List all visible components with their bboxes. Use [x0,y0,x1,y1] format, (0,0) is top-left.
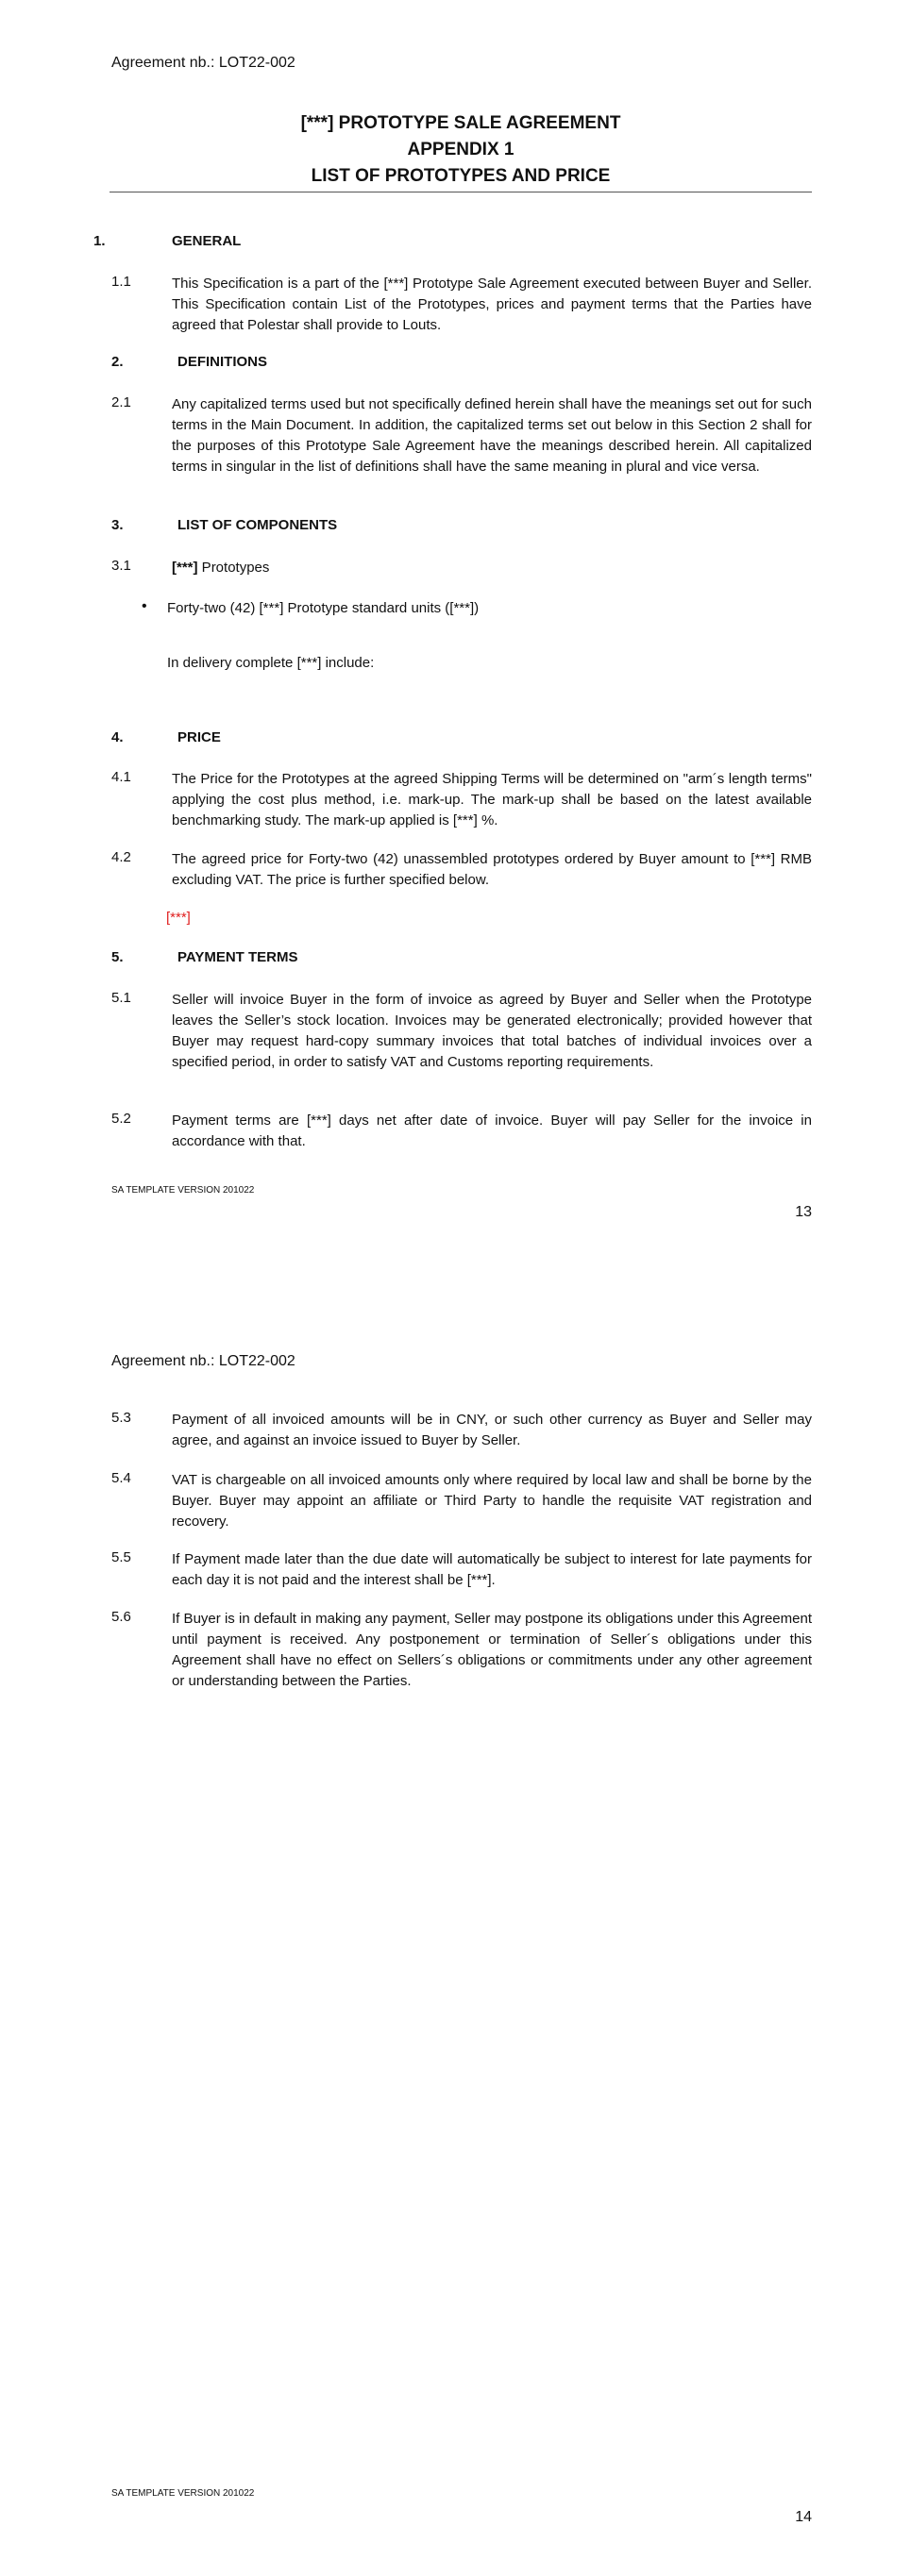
section-1-title: GENERAL [172,233,242,249]
footer-template-version: SA TEMPLATE VERSION 201022 [111,1185,255,1196]
clause-5-2-number: 5.2 [111,1111,131,1127]
agreement-number: Agreement nb.: LOT22-002 [111,1353,295,1369]
clause-5-1-number: 5.1 [111,990,131,1006]
clause-5-6-text: If Buyer is in default in making any payment, Seller may postpone its obligations under this Agreement until payment is received. Any postponement or termination of Seller´s obligations under this Agreement shall have no effect on Sellers´s obligations or commitments under any other agreement or understanding between the Parties. [172,1611,812,1689]
clause-2-1-text: Any capitalized terms used but not specifically defined herein shall have the meanings set out for such terms in the Main Document. In addition, the capitalized terms set out below in this Section 2 shall for the purposes of this Prototype Sale Agreement have the meanings described herein. All capitalized terms in singular in the list of definitions shall have the same meaning in plural and vice versa. [172,396,812,475]
section-2-number: 2. [111,354,124,370]
section-4-title: PRICE [177,729,221,745]
bullet-prototype-units: Forty-two (42) [***] Prototype standard units ([***]) [167,600,480,616]
footer-template-version: SA TEMPLATE VERSION 201022 [111,2488,255,2499]
agreement-number: Agreement nb.: LOT22-002 [111,55,295,71]
clause-5-1-text: Seller will invoice Buyer in the form of invoice as agreed by Buyer and Seller when the Prototype leaves the Seller’s stock location. Invoices may be generated electronically; provided however that Buyer may request hard-copy summary invoices that total batches of individual invoices over a specified period, in order to satisfy VAT and Customs reporting requirements. [172,992,812,1070]
section-3-number: 3. [111,517,124,533]
title-line-2: APPENDIX 1 [407,140,515,159]
clause-4-1-number: 4.1 [111,769,131,785]
clause-5-6-number: 5.6 [111,1609,131,1625]
section-5-title: PAYMENT TERMS [177,949,298,965]
clause-4-2-text: The agreed price for Forty-two (42) unassembled prototypes ordered by Buyer amount to [***] RMB excluding VAT. The price is further specified below. [172,851,812,888]
clause-5-4-text: VAT is chargeable on all invoiced amounts only where required by local law and shall be borne by the Buyer. Buyer may appoint an affiliate or Third Party to handle the requisite VAT registration and recovery. [172,1472,812,1530]
clause-3-1-rest: Prototypes [197,560,270,576]
page-number: 14 [795,2509,812,2525]
clause-5-3-text: Payment of all invoiced amounts will be in CNY, or such other currency as Buyer and Seller may agree, and against an invoice issued to Buyer by Seller. [172,1412,812,1448]
clause-2-1-number: 2.1 [111,394,131,410]
clause-4-2-number: 4.2 [111,849,131,865]
section-2-title: DEFINITIONS [177,354,268,370]
clause-5-5-text: If Payment made later than the due date will automatically be subject to interest for late payments for each day it is not paid and the interest shall be [***]. [172,1551,812,1588]
section-5-number: 5. [111,949,124,965]
section-4-number: 4. [111,729,124,745]
delivery-note: In delivery complete [***] include: [167,655,375,671]
title-line-1: [***] PROTOTYPE SALE AGREEMENT [300,113,621,133]
bullet-icon: • [142,598,147,614]
clause-1-1-number: 1.1 [111,274,131,290]
clause-3-1-bold: [***] [172,560,198,576]
redacted-price-table: [***] [166,910,191,926]
clause-5-5-number: 5.5 [111,1549,131,1565]
page-14 [0,1293,911,2576]
section-3-title: LIST OF COMPONENTS [177,517,338,533]
section-1-number: 1. [93,233,106,249]
clause-4-1-text: The Price for the Prototypes at the agreed Shipping Terms will be determined on "arm´s length terms" applying the cost plus method, i.e. mark-up. The mark-up shall be based on the latest available benchmarking study. The mark-up applied is [***] %. [172,771,812,828]
clause-5-2-text: Payment terms are [***] days net after date of invoice. Buyer will pay Seller for the invoice in accordance with that. [172,1112,812,1149]
page-number: 13 [795,1204,812,1220]
clause-5-3-number: 5.3 [111,1410,131,1426]
title-line-3: LIST OF PROTOTYPES AND PRICE [311,166,611,186]
clause-1-1-text: This Specification is a part of the [***] Prototype Sale Agreement executed between Buyer and Seller. This Specification contain List of the Prototypes, prices and payment terms that the Parties have agreed that Polestar shall provide to Louts. [172,276,812,333]
clause-5-4-number: 5.4 [111,1470,131,1486]
clause-3-1-text [172,558,812,578]
clause-3-1-number: 3.1 [111,558,131,574]
